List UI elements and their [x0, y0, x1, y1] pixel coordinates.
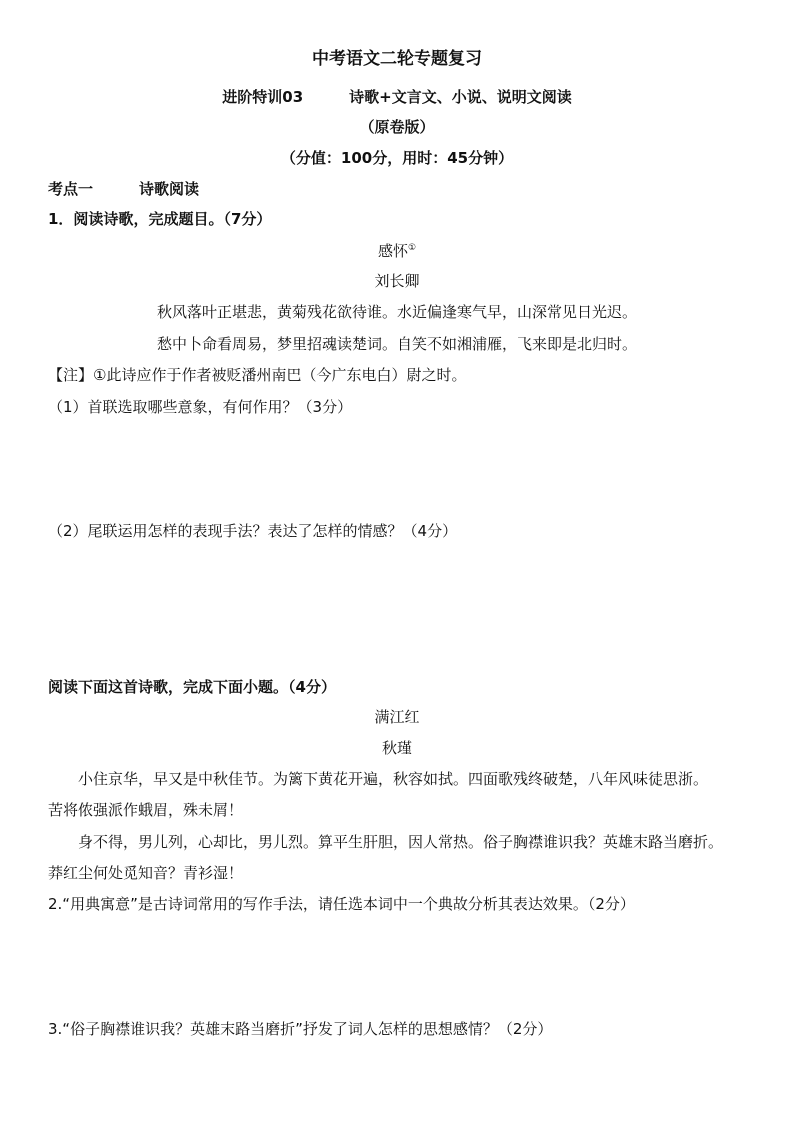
score-time: （分值：100分，用时：45分钟）: [280, 149, 514, 167]
page-subtitle: [0, 86, 794, 108]
subtitle-code: 进阶特训03: [222, 88, 304, 106]
question-3: 3.“俗子胸襟谁识我？英雄末路当磨折”抒发了词人怎样的思想感情？（2分）: [48, 1020, 553, 1038]
poem-2-author: 秋瑾: [381, 739, 412, 757]
poem-2-line: 莽红尘何处觅知音？青衫湿！: [48, 864, 244, 882]
poem-1-line: 秋风落叶正堪悲，黄菊残花欲待谁。水近偏逢寒气早，山深常见日光迟。: [156, 303, 637, 321]
poem-2-title: 满江红: [374, 708, 420, 726]
poem-2-line: 身不得，男儿列，心却比，男儿烈。算平生肝胆，因人常热。俗子胸襟谁识我？英雄末路当磨折。: [78, 833, 724, 851]
edition-label: （原卷版）: [359, 118, 435, 136]
poem-1-title-text: 感怀: [377, 242, 408, 260]
subtitle-topic: 诗歌+文言文、小说、说明文阅读: [349, 88, 572, 106]
sub-question-2: （2）尾联运用怎样的表现手法？表达了怎样的情感？（4分）: [48, 522, 458, 540]
poem-2-line: 苦将侬强派作蛾眉，殊未屑！: [48, 801, 244, 819]
poem-2-line: 小住京华，早又是中秋佳节。为篱下黄花开遍，秋容如拭。四面歌残终破楚，八年风味徒思浙。: [78, 770, 709, 788]
question-2: 2.“用典寓意”是古诗词常用的写作手法，请任选本词中一个典故分析其表达效果。（2分）: [48, 895, 635, 913]
footnote-mark: ①: [407, 243, 417, 253]
question-1-intro: 1．阅读诗歌，完成题目。（7分）: [48, 210, 272, 228]
page-title: 中考语文二轮专题复习: [312, 49, 482, 69]
poem-1-line: 愁中卜命看周易，梦里招魂读楚词。自笑不如湘浦雁，飞来即是北归时。: [156, 335, 637, 353]
poem-1-note: 【注】①此诗应作于作者被贬潘州南巴（今广东电白）尉之时。: [48, 366, 467, 384]
section-heading: [48, 178, 199, 200]
poem-1-title: [0, 240, 794, 262]
section-label: 考点一: [48, 180, 94, 198]
sub-question-1: （1）首联选取哪些意象，有何作用？（3分）: [48, 398, 353, 416]
poem-1-author: 刘长卿: [374, 272, 420, 290]
question-2-intro: 阅读下面这首诗歌，完成下面小题。（4分）: [48, 678, 336, 696]
section-name: 诗歌阅读: [139, 180, 200, 198]
